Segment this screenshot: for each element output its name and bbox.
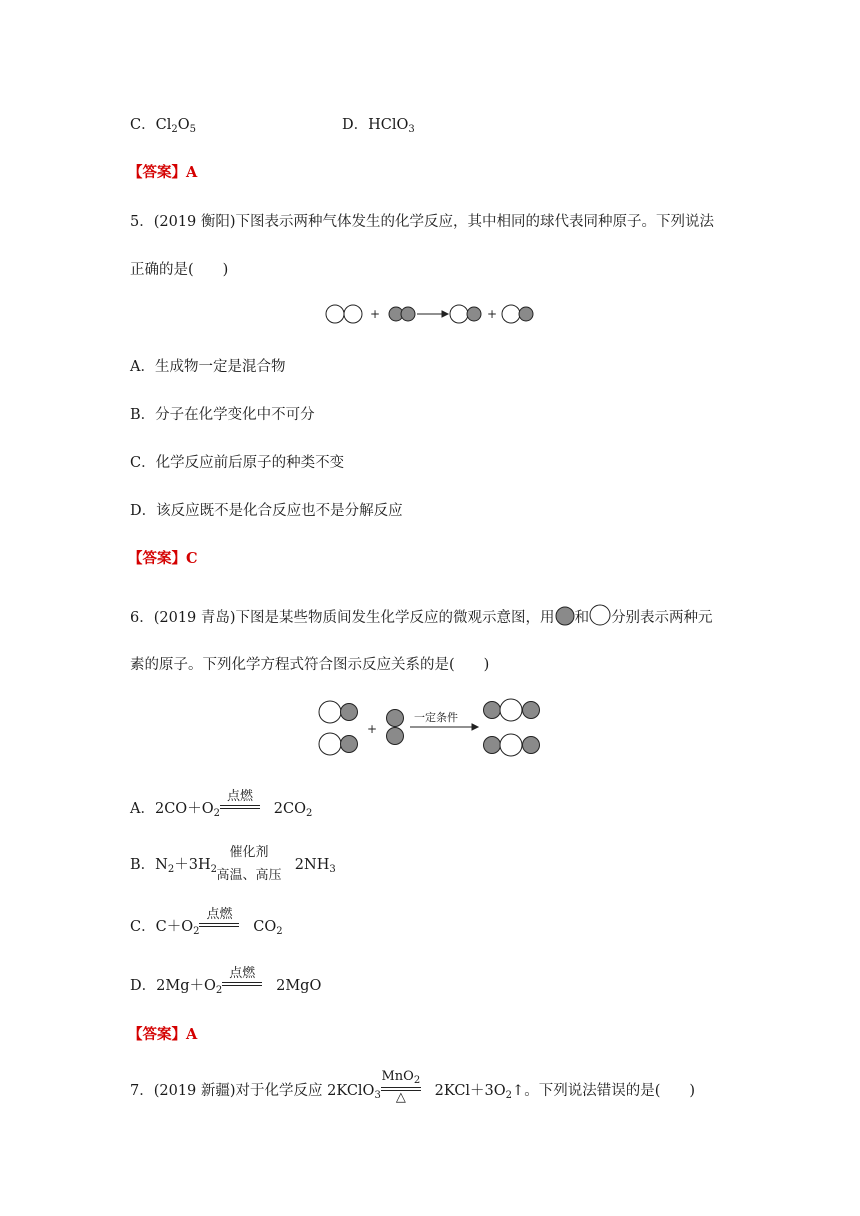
q4-answer: 【答案】A bbox=[128, 164, 198, 181]
q6-arrow-head bbox=[472, 724, 478, 730]
q6-answer: 【答案】A bbox=[128, 1026, 198, 1043]
q6-option-b: B．$N_2+3H_2$ 催化剂 高温、高压 $2NH_3$ bbox=[130, 845, 336, 883]
q6-option-d: D．$2Mg+O_2$ 点燃 2MgO bbox=[130, 966, 322, 996]
q6-stem-line1: 6．(2019 青岛)下图是某些物质间发生化学反应的微观示意图，用 和 分别表示两种元 bbox=[130, 604, 713, 627]
q5-option-c: C．化学反应前后原子的种类不变 bbox=[130, 455, 345, 471]
q6-atom-white bbox=[319, 733, 341, 755]
q5-option-b: B．分子在化学变化中不可分 bbox=[130, 407, 315, 423]
q6-atom-gray bbox=[387, 728, 404, 745]
q6-plus: + bbox=[367, 722, 378, 736]
q6-atom-gray bbox=[387, 710, 404, 727]
q6-reaction-diagram bbox=[312, 693, 552, 761]
q5-arrow-head bbox=[442, 311, 448, 317]
q6-atom-gray bbox=[341, 704, 358, 721]
white-atom-icon bbox=[589, 604, 611, 626]
q5-stem-line1: 5．(2019 衡阳)下图表示两种气体发生的化学反应，其中相同的球代表同种原子。下列说法 bbox=[130, 214, 715, 230]
q7-stem: 7．(2019 新疆)对于化学反应 2KClO$_3$ MnO$_2$ △ $2KCl+3O_2↑$。下列说法错误的是( ) bbox=[130, 1069, 696, 1105]
q6-condition-label: 一定条件 bbox=[414, 711, 458, 724]
q6-atom-gray bbox=[484, 702, 501, 719]
q6-stem-line2: 素的原子。下列化学方程式符合图示反应关系的是( ) bbox=[130, 657, 490, 673]
q5-atom-white bbox=[450, 305, 468, 323]
q6-atom-white bbox=[319, 701, 341, 723]
q5-plus-2: + bbox=[487, 307, 498, 321]
gray-atom-icon bbox=[555, 606, 575, 626]
q5-atom-gray bbox=[467, 307, 481, 321]
q5-atom-white bbox=[326, 305, 344, 323]
q6-atom-gray bbox=[341, 736, 358, 753]
q6-atom-gray bbox=[523, 737, 540, 754]
q6-option-a: A．$2CO+O_2$ 点燃 $2CO_2$ bbox=[130, 789, 313, 819]
q6-atom-white bbox=[500, 699, 522, 721]
q5-atom-white bbox=[344, 305, 362, 323]
q5-atom-gray bbox=[401, 307, 415, 321]
q6-atom-white bbox=[500, 734, 522, 756]
q5-stem-line2: 正确的是( ) bbox=[130, 262, 229, 278]
q5-option-a: A．生成物一定是混合物 bbox=[130, 359, 286, 375]
q5-atom-white bbox=[502, 305, 520, 323]
q5-reaction-diagram bbox=[320, 300, 540, 328]
q5-plus-1: + bbox=[370, 307, 381, 321]
q5-atom-gray bbox=[519, 307, 533, 321]
q6-atom-gray bbox=[484, 737, 501, 754]
q6-atom-gray bbox=[523, 702, 540, 719]
q4-option-c: C．$Cl_2O_5$ bbox=[130, 117, 196, 135]
q5-option-d: D．该反应既不是化合反应也不是分解反应 bbox=[130, 503, 403, 519]
q6-option-c: C．$C+O_2$ 点燃 $CO_2$ bbox=[130, 907, 283, 937]
q5-answer: 【答案】C bbox=[128, 550, 198, 567]
q4-option-d: D．HClO$_3$ bbox=[342, 117, 415, 135]
